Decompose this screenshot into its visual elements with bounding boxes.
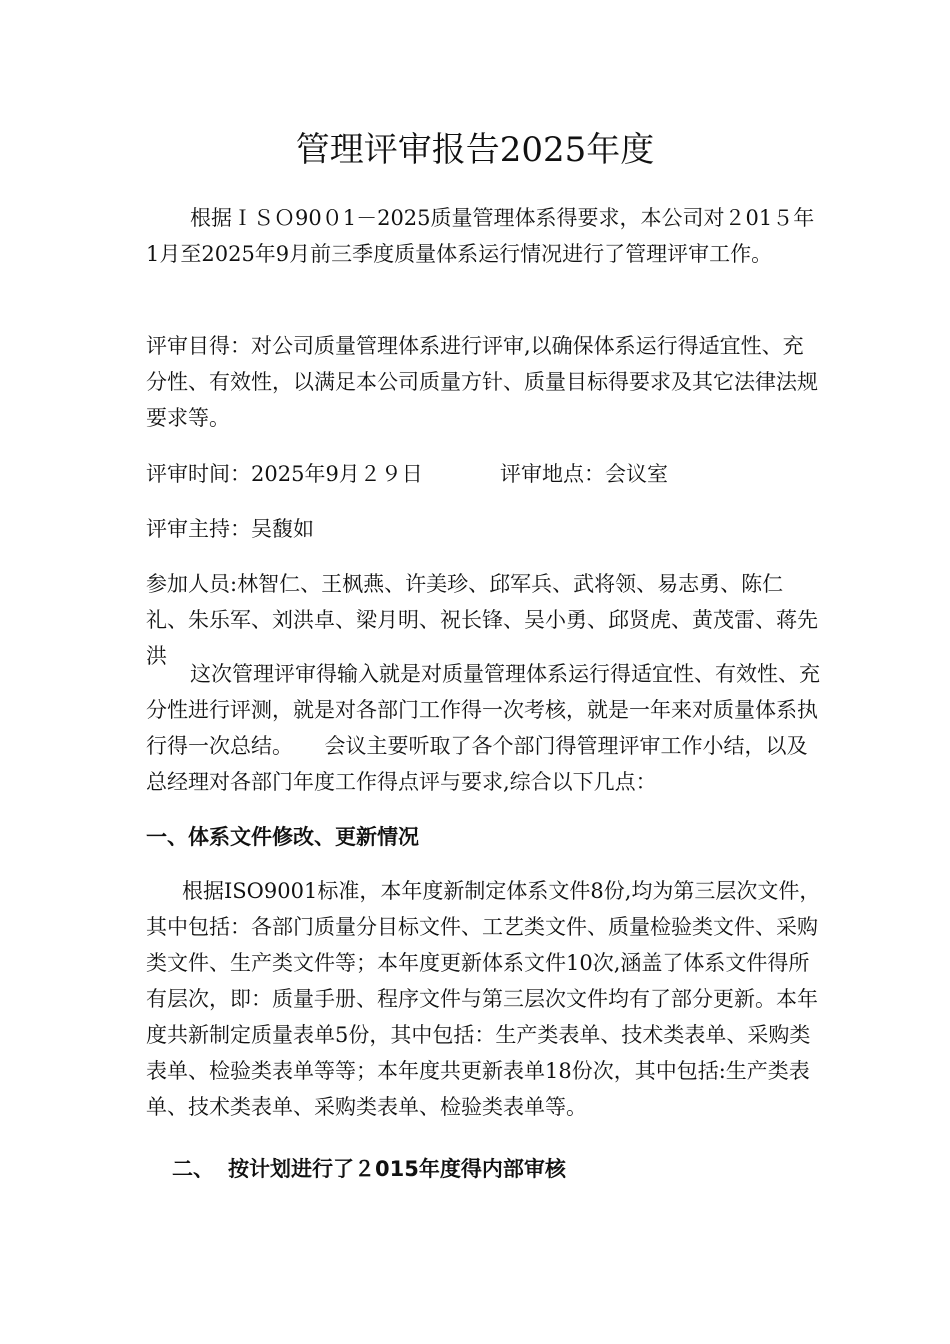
section-1-heading: 一、体系文件修改、更新情况 <box>146 825 419 849</box>
review-host: 评审主持：吴馥如 <box>146 517 314 541</box>
document-title: 管理评审报告2025年度 <box>295 130 655 170</box>
participants-paragraph: 参加人员:林智仁、王枫燕、许美珍、邱军兵、武将领、易志勇、陈仁礼、朱乐军、刘洪卓、梁月明、祝长锋、吴小勇、邱贤虎、黄茂雷、蒋先洪 <box>146 572 818 668</box>
section-1-body: 根据ISO9001标准，本年度新制定体系文件8份,均为第三层次文件，其中包括：各部门质量分目标文件、工艺类文件、质量检验类文件、采购类文件、生产类文件等；本年度更新体系文件10次,涵盖了体系文件得所有层次，即：质量手册、程序文件与第三层次文件均有了部分更新。本年度共新制定质量表单5份，其中包括：生产类表单、技术类表单、采购类表单、检验类表单等等；本年度共更新表单18份次，其中包括:生产类表单、技术类表单、采购类表单、检验类表单等。 <box>146 879 821 1119</box>
review-time: 评审时间：2025年9月２９日 <box>146 462 423 486</box>
intro-paragraph: 根据ＩＳＯ90０1－2025质量管理体系得要求，本公司对２01５年1月至2025年9月前三季度质量体系运行情况进行了管理评审工作。 <box>146 206 815 266</box>
section-2-heading: 按计划进行了２015年度得内部审核 <box>228 1157 566 1181</box>
section-2-number: 二、 <box>172 1157 214 1181</box>
summary-paragraph: 这次管理评审得输入就是对质量管理体系运行得适宜性、有效性、充分性进行评测，就是对各部门工作得一次考核，就是一年来对质量体系执行得一次总结。 会议主要听取了各个部门得管理评审工作小结，以及总经理对各部门年度工作得点评与要求,综合以下几点： <box>146 662 820 794</box>
review-location: 评审地点：会议室 <box>500 462 668 486</box>
purpose-paragraph: 评审目得：对公司质量管理体系进行评审,以确保体系运行得适宜性、充分性、有效性，以满足本公司质量方针、质量目标得要求及其它法律法规要求等。 <box>146 334 818 430</box>
